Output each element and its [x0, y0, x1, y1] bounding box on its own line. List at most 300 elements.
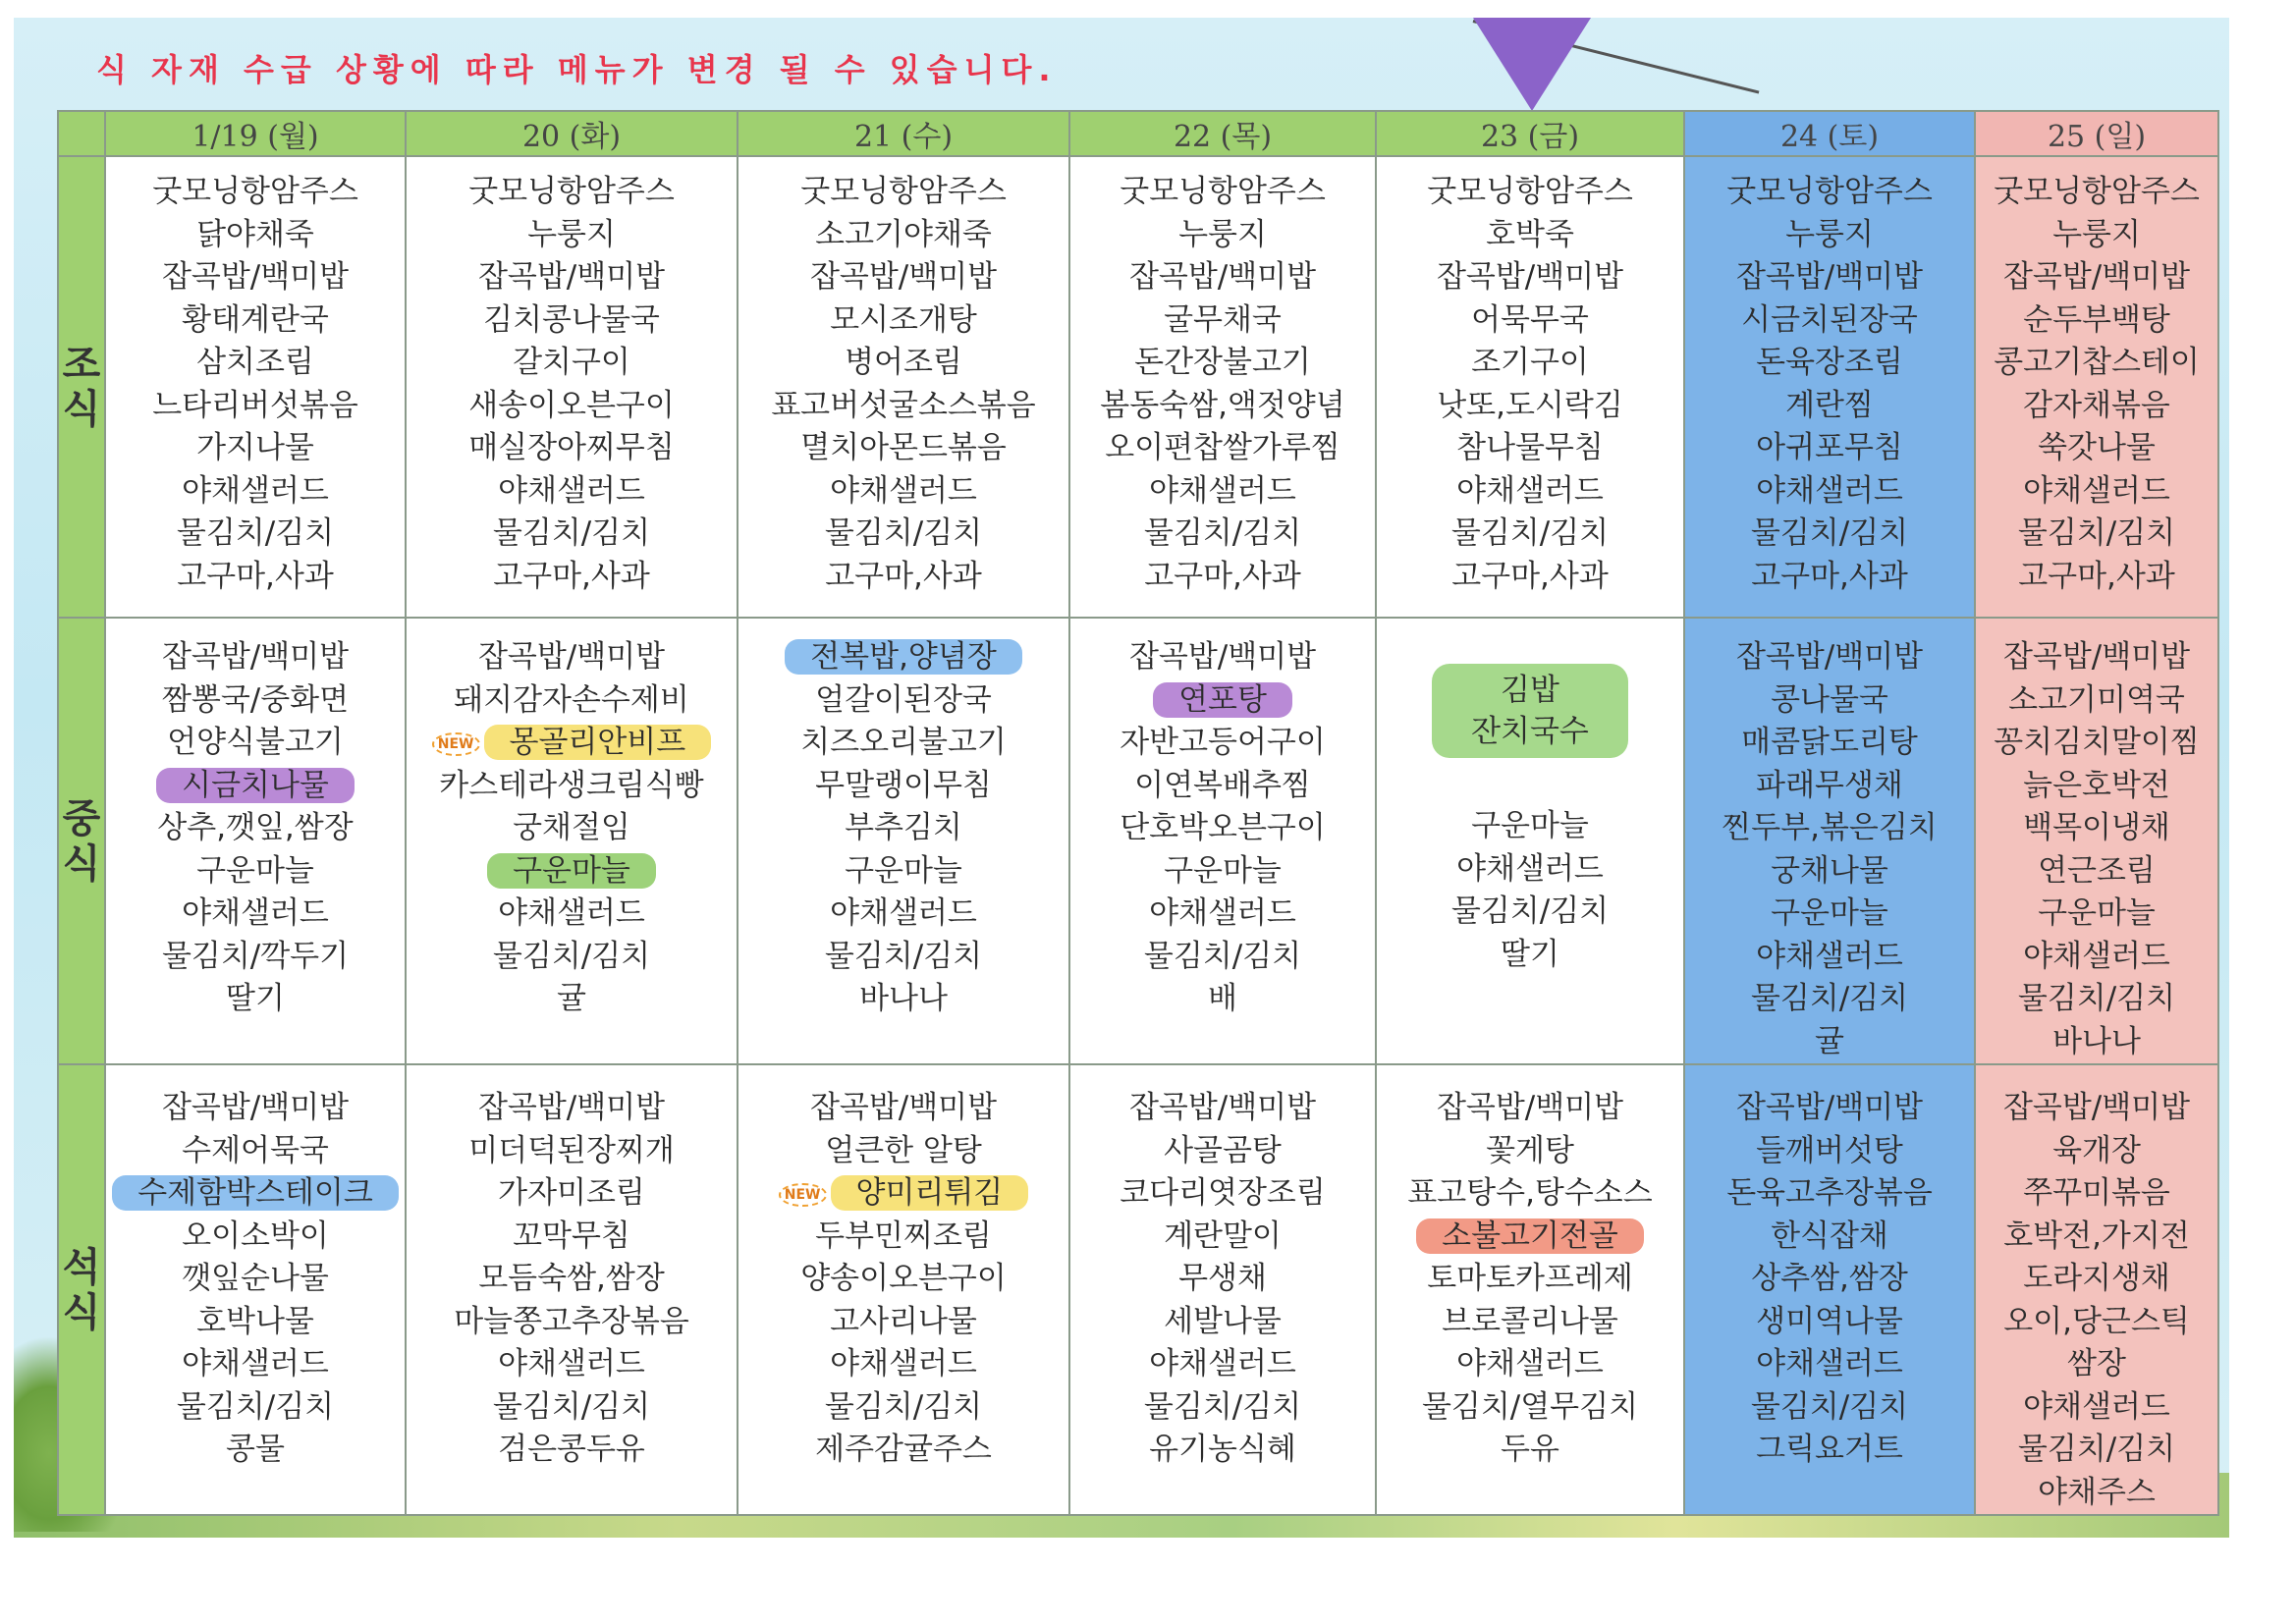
- menu-item-text: 물김치/김치: [1450, 893, 1610, 929]
- menu-item: [407, 936, 737, 979]
- lunch-sun-cell: [1975, 618, 2218, 1064]
- new-badge-icon: NEW: [432, 732, 480, 756]
- breakfast-tue-cell: [406, 156, 738, 618]
- menu-item-text: 잔치국수: [1471, 714, 1589, 749]
- menu-item-text: 야채샐러드: [1756, 472, 1903, 509]
- menu-item-text: 야채샐러드: [830, 1346, 977, 1381]
- menu-item: [738, 1216, 1068, 1259]
- menu-item-text: 어묵무국: [1471, 301, 1589, 338]
- menu-item: [1976, 679, 2217, 723]
- menu-item-text: 감자채볶음: [2023, 387, 2170, 423]
- menu-item: [1685, 214, 1974, 257]
- menu-item-text: 잡곡밥/백미밥: [1128, 259, 1317, 295]
- dinner-thu-cell: [1069, 1064, 1376, 1515]
- menu-item: [738, 214, 1068, 257]
- menu-item: [1976, 385, 2217, 428]
- menu-item: [407, 256, 737, 299]
- menu-item: [1070, 936, 1375, 979]
- menu-item-text: 도라지생채: [2023, 1261, 2170, 1296]
- menu-item-text: 잡곡밥/백미밥: [1735, 259, 1924, 295]
- menu-item-text: 고구마,사과: [493, 558, 650, 594]
- menu-item: [106, 893, 405, 936]
- dinner-tue-cell: [406, 1064, 738, 1515]
- day-header-mon: 1/19 (월): [105, 111, 406, 156]
- menu-item: [106, 978, 405, 1021]
- menu-item-text: 야채주스: [2038, 1474, 2156, 1510]
- menu-item: [1377, 1343, 1683, 1386]
- menu-item: [738, 171, 1068, 214]
- menu-item: [1377, 470, 1683, 514]
- menu-item: [738, 385, 1068, 428]
- breakfast-sun-cell: [1975, 156, 2218, 618]
- menu-item-text: 잡곡밥/백미밥: [809, 259, 998, 295]
- menu-item-list: [1976, 1065, 2217, 1514]
- menu-change-notice: 식 자재 수급 상황에 따라 메뉴가 변경 될 수 있습니다.: [96, 51, 1058, 88]
- menu-item: [106, 385, 405, 428]
- day-header-sun: 25 (일): [1975, 111, 2218, 156]
- menu-item-list: [738, 1065, 1068, 1472]
- menu-item-text: 김치콩나물국: [483, 301, 660, 338]
- menu-item-text: 야채샐러드: [1149, 1346, 1296, 1381]
- menu-item: [106, 1301, 405, 1344]
- menu-item: [1976, 1172, 2217, 1216]
- menu-item: [1685, 1343, 1974, 1386]
- menu-item: [1685, 722, 1974, 765]
- menu-item: [738, 807, 1068, 850]
- menu-item-text: 물김치/김치: [1143, 515, 1302, 551]
- menu-item: [1976, 427, 2217, 470]
- menu-item-text: 야채샐러드: [498, 895, 645, 931]
- menu-item-text: 야채샐러드: [2023, 938, 2170, 974]
- menu-item: [106, 807, 405, 850]
- menu-item-text: 갈치구이: [513, 345, 630, 380]
- menu-item-text: 생미역나물: [1756, 1303, 1903, 1339]
- menu-item-text: 시금치된장국: [1741, 301, 1918, 338]
- menu-item-text: 무말랭이무침: [815, 767, 992, 803]
- menu-item-text: 물김치/김치: [1143, 938, 1302, 974]
- menu-item: [1685, 807, 1974, 850]
- menu-item: [1685, 1087, 1974, 1130]
- menu-item-text: 오이소박이: [182, 1218, 329, 1254]
- menu-item: [1685, 256, 1974, 299]
- menu-item: [407, 807, 737, 850]
- menu-item-text: 물김치/김치: [2017, 1432, 2176, 1467]
- menu-item-text: 닭야채죽: [196, 216, 314, 252]
- menu-item-text: 몽골리안비프: [484, 725, 712, 760]
- menu-item: [1685, 1172, 1974, 1216]
- menu-item-text: 소고기미역국: [2008, 681, 2185, 718]
- menu-item-text: 누룽지: [1178, 216, 1267, 252]
- menu-item-text: 잡곡밥/백미밥: [477, 259, 666, 295]
- menu-item-text: 고구마,사과: [2018, 558, 2175, 594]
- menu-item: [1070, 722, 1375, 765]
- menu-item-text: 찐두부,볶은김치: [1722, 810, 1938, 845]
- menu-item-list: [106, 157, 405, 598]
- menu-item-text: 구운마늘: [1471, 808, 1589, 843]
- menu-item: [1070, 1429, 1375, 1472]
- menu-item-text: 돈육장조림: [1756, 345, 1903, 380]
- menu-item-text: 오이편찹쌀가루찜: [1105, 430, 1340, 465]
- menu-item-text: 검은콩두유: [498, 1432, 645, 1467]
- menu-item: [1976, 513, 2217, 556]
- menu-item-text: 누룽지: [2052, 216, 2141, 252]
- dinner-row: [58, 1064, 2218, 1515]
- menu-item-text: 야채샐러드: [2023, 472, 2170, 509]
- menu-item: [1685, 299, 1974, 343]
- menu-item-text: 잡곡밥/백미밥: [477, 1090, 666, 1125]
- menu-item-text: 잡곡밥/백미밥: [1735, 1090, 1924, 1125]
- menu-item-text: 오이,당근스틱: [2003, 1303, 2190, 1339]
- menu-item-text: 물김치/김치: [176, 1388, 335, 1425]
- menu-item-text: 그릭요거트: [1756, 1432, 1903, 1467]
- menu-item: [106, 1087, 405, 1130]
- menu-item: [1976, 1301, 2217, 1344]
- menu-item: [1976, 1472, 2217, 1515]
- menu-item: [738, 850, 1068, 893]
- menu-item: [1070, 1301, 1375, 1344]
- menu-item: [738, 1130, 1068, 1173]
- menu-item-text: 잡곡밥/백미밥: [477, 639, 666, 675]
- menu-item: [407, 679, 737, 723]
- menu-item-text: 야채샐러드: [1149, 895, 1296, 931]
- menu-item-text: 한식잡채: [1771, 1218, 1888, 1254]
- menu-item: [1685, 1258, 1974, 1301]
- menu-item: [738, 299, 1068, 343]
- menu-item: [106, 214, 405, 257]
- menu-item-text: 소고기야채죽: [815, 216, 992, 252]
- menu-item-text: 유기농식혜: [1149, 1432, 1296, 1467]
- menu-item-text: 야채샐러드: [182, 1346, 329, 1381]
- menu-item-text: 두유: [1501, 1432, 1559, 1467]
- breakfast-row: [58, 156, 2218, 618]
- menu-item: [738, 1343, 1068, 1386]
- menu-item: [1685, 427, 1974, 470]
- dinner-wed-cell: [738, 1064, 1069, 1515]
- menu-item-text: 미더덕된장찌개: [468, 1132, 675, 1168]
- menu-item-text: 돈육고추장볶음: [1726, 1175, 1933, 1211]
- menu-item: [106, 1216, 405, 1259]
- menu-item-text: 사골곰탕: [1164, 1132, 1282, 1168]
- lunch-wed-cell: [738, 618, 1069, 1064]
- menu-item: [1976, 214, 2217, 257]
- breakfast-sat-cell: [1684, 156, 1975, 618]
- menu-item: [1070, 1172, 1375, 1216]
- menu-item: [1685, 1386, 1974, 1430]
- menu-item: [1976, 470, 2217, 514]
- menu-item: [1377, 1258, 1683, 1301]
- menu-item: [1685, 385, 1974, 428]
- menu-item-text: 연포탕: [1153, 682, 1292, 718]
- menu-item: [1685, 1429, 1974, 1472]
- menu-item: [1685, 342, 1974, 385]
- menu-item: [1070, 1343, 1375, 1386]
- menu-item: [407, 214, 737, 257]
- menu-item-text: 늙은호박전: [2023, 767, 2170, 803]
- menu-item-text: 파래무생채: [1756, 767, 1903, 803]
- menu-item-text: 누룽지: [527, 216, 616, 252]
- lunch-mon-cell: [105, 618, 406, 1064]
- menu-item: [738, 1172, 1068, 1216]
- menu-item: [1685, 978, 1974, 1021]
- menu-item: [1377, 1087, 1683, 1130]
- menu-item: [1070, 636, 1375, 679]
- menu-item-text: 구운마늘: [845, 852, 962, 889]
- menu-item-text: 야채샐러드: [1456, 850, 1604, 887]
- menu-item: [738, 427, 1068, 470]
- menu-item-text: 낫또,도시락김: [1437, 387, 1623, 423]
- menu-item-list: [1070, 619, 1375, 1021]
- menu-item: [1976, 1216, 2217, 1259]
- menu-item: [738, 513, 1068, 556]
- menu-item: [1976, 1021, 2217, 1064]
- menu-item-text: 가자미조림: [498, 1175, 645, 1211]
- menu-item: [1976, 936, 2217, 979]
- menu-item: [106, 470, 405, 514]
- menu-item-text: 야채샐러드: [498, 472, 645, 509]
- menu-item: [1070, 299, 1375, 343]
- menu-item-text: 잡곡밥/백미밥: [1436, 1090, 1624, 1125]
- menu-item-text: 물김치/김치: [2017, 515, 2176, 551]
- menu-item: [1976, 636, 2217, 679]
- menu-item-text: 바나나: [859, 981, 948, 1016]
- menu-item: [738, 256, 1068, 299]
- menu-item-text: 매실장아찌무침: [468, 430, 675, 465]
- menu-item-text: 제주감귤주스: [815, 1432, 992, 1467]
- breakfast-wed-cell: [738, 156, 1069, 618]
- menu-item-text: 야채샐러드: [182, 895, 329, 931]
- menu-item-text: 야채샐러드: [830, 472, 977, 509]
- menu-item-text: 딸기: [1501, 936, 1559, 972]
- menu-item: [738, 679, 1068, 723]
- menu-item-text: 물김치/김치: [176, 515, 335, 551]
- menu-item-text: 누룽지: [1785, 216, 1874, 252]
- menu-item: [1685, 679, 1974, 723]
- day-header-thu: 22 (목): [1069, 111, 1376, 156]
- menu-item-text: 멸치아몬드볶음: [800, 430, 1007, 465]
- menu-item-text: 수제어묵국: [182, 1132, 329, 1168]
- menu-item: [738, 1429, 1068, 1472]
- menu-item: [407, 978, 737, 1021]
- menu-item: [1070, 1386, 1375, 1430]
- menu-item: [1070, 342, 1375, 385]
- weekly-menu-table: [57, 110, 2219, 1516]
- menu-item-text: 물김치/열무김치: [1421, 1388, 1639, 1425]
- menu-item-text: 브로콜리나물: [1442, 1303, 1618, 1339]
- menu-item: [1070, 256, 1375, 299]
- menu-item-text: 배: [1208, 981, 1237, 1016]
- menu-item-list: [1685, 1065, 1974, 1472]
- menu-item: [1685, 1130, 1974, 1173]
- menu-item: [1070, 385, 1375, 428]
- menu-item-text: 물김치/김치: [2017, 981, 2176, 1016]
- breakfast-thu-cell: [1069, 156, 1376, 618]
- menu-item-text: 언양식불고기: [167, 725, 344, 760]
- menu-item: [1976, 978, 2217, 1021]
- lunch-fri-cell: [1376, 618, 1684, 1064]
- menu-item-list: [407, 619, 737, 1021]
- menu-item-text: 딸기: [226, 981, 285, 1016]
- breakfast-fri-cell: [1376, 156, 1684, 618]
- menu-item-text: 야채샐러드: [830, 895, 977, 931]
- menu-item: [1070, 765, 1375, 808]
- dinner-label: 석 식: [58, 1064, 105, 1515]
- menu-item-text: 치즈오리불고기: [800, 725, 1007, 760]
- menu-item: [1976, 1386, 2217, 1430]
- dinner-sat-cell: [1684, 1064, 1975, 1515]
- menu-item-text: 야채샐러드: [1756, 1346, 1903, 1381]
- menu-item: [1377, 1386, 1683, 1430]
- menu-item-text: 귤: [1815, 1023, 1844, 1059]
- menu-item-text: 부추김치: [845, 810, 962, 845]
- menu-item: [1976, 1130, 2217, 1173]
- menu-item-text: 물김치/김치: [492, 515, 651, 551]
- menu-item-text: 얼갈이된장국: [815, 681, 992, 718]
- menu-item: [738, 1301, 1068, 1344]
- menu-item-text: 모시조개탕: [830, 301, 977, 338]
- menu-item-text: 물김치/김치: [1750, 981, 1909, 1016]
- lunch-row: [58, 618, 2218, 1064]
- menu-item: [1377, 1172, 1683, 1216]
- menu-item: [1070, 470, 1375, 514]
- menu-item: [1976, 299, 2217, 343]
- dinner-sun-cell: [1975, 1064, 2218, 1515]
- menu-item: [1070, 214, 1375, 257]
- menu-item-text: 매콤닭도리탕: [1741, 725, 1918, 760]
- menu-item-text: 잡곡밥/백미밥: [809, 1090, 998, 1125]
- menu-item: [1976, 256, 2217, 299]
- menu-item: [1685, 1021, 1974, 1064]
- menu-item-text: 아귀포무침: [1756, 430, 1903, 465]
- menu-item-text: 쑥갓나물: [2038, 430, 2156, 465]
- menu-item-text: 토마토카프레제: [1427, 1261, 1633, 1296]
- menu-item-text: 쭈꾸미볶음: [2023, 1175, 2170, 1211]
- menu-item-text: 꽁치김치말이찜: [1994, 725, 2200, 760]
- menu-item-text: 황태계란국: [182, 301, 329, 338]
- day-header-sat: 24 (토): [1684, 111, 1975, 156]
- menu-item: [407, 765, 737, 808]
- menu-item: [1976, 1087, 2217, 1130]
- menu-item: [407, 722, 737, 765]
- menu-item: [1377, 256, 1683, 299]
- menu-item: [1377, 427, 1683, 470]
- menu-item: [1377, 385, 1683, 428]
- menu-item: [407, 1172, 737, 1216]
- menu-item: [106, 342, 405, 385]
- menu-item-text: 물김치/김치: [1750, 515, 1909, 551]
- menu-item: [1685, 765, 1974, 808]
- menu-item: [1070, 893, 1375, 936]
- corner-cell: [58, 111, 105, 156]
- menu-item-list: [106, 619, 405, 1021]
- menu-item: [738, 342, 1068, 385]
- menu-item-text: 소불고기전골: [1416, 1218, 1644, 1254]
- menu-item-text: 조기구이: [1471, 345, 1589, 380]
- menu-item: [1377, 556, 1683, 599]
- menu-item-text: 잡곡밥/백미밥: [2002, 259, 2191, 295]
- menu-item: [1377, 171, 1683, 214]
- menu-item-list: [1377, 157, 1683, 598]
- menu-item-text: 두부민찌조림: [815, 1218, 992, 1254]
- menu-item-text: 궁채절임: [513, 810, 630, 845]
- menu-item-text: 가지나물: [196, 430, 314, 465]
- menu-item-list: [407, 1065, 737, 1472]
- menu-item: [1070, 807, 1375, 850]
- menu-item: [1377, 1301, 1683, 1344]
- menu-item-text: 물김치/김치: [492, 1388, 651, 1425]
- menu-item-text: 굿모닝항암주스: [1427, 174, 1633, 209]
- menu-item: [1976, 893, 2217, 936]
- menu-item-text: 육개장: [2052, 1132, 2141, 1168]
- menu-item-text: 참나물무침: [1456, 430, 1604, 465]
- menu-item-text: 야채샐러드: [498, 1346, 645, 1381]
- menu-item-text: 호박나물: [196, 1303, 314, 1339]
- menu-item-text: 들깨버섯탕: [1756, 1132, 1903, 1168]
- menu-item-text: 코다리엿장조림: [1120, 1175, 1326, 1211]
- menu-item: [1070, 978, 1375, 1021]
- menu-item: [407, 1386, 737, 1430]
- menu-item: [1685, 171, 1974, 214]
- menu-item-list: [1070, 1065, 1375, 1472]
- menu-item-text: 구운마늘: [2038, 895, 2156, 931]
- menu-item-text: 구운마늘: [1771, 895, 1888, 931]
- menu-item-text: 물김치/김치: [1143, 1388, 1302, 1425]
- menu-item: [1377, 848, 1683, 892]
- menu-item: [1685, 513, 1974, 556]
- menu-item: [407, 1429, 737, 1472]
- menu-item-text: 꽃게탕: [1486, 1132, 1574, 1168]
- menu-item-text: 물김치/김치: [492, 938, 651, 974]
- menu-item: [1976, 850, 2217, 893]
- menu-item-text: 잡곡밥/백미밥: [161, 259, 350, 295]
- menu-item: [738, 470, 1068, 514]
- menu-item: [106, 1258, 405, 1301]
- menu-item-text: 연근조림: [2038, 852, 2156, 889]
- day-header-fri: 23 (금): [1376, 111, 1684, 156]
- menu-item: [407, 1130, 737, 1173]
- menu-item: [738, 556, 1068, 599]
- menu-item-text: 야채샐러드: [1756, 938, 1903, 974]
- menu-item-text: 굿모닝항암주스: [152, 174, 358, 209]
- menu-item: [738, 1258, 1068, 1301]
- new-badge-icon: NEW: [779, 1183, 827, 1207]
- menu-item-text: 야채샐러드: [1149, 472, 1296, 509]
- menu-item: [1070, 171, 1375, 214]
- day-header-tue: 20 (화): [406, 111, 738, 156]
- menu-item-text: 상추쌈,쌈장: [1751, 1261, 1908, 1296]
- menu-item: [1070, 1130, 1375, 1173]
- menu-item: [738, 936, 1068, 979]
- menu-item-text: 잡곡밥/백미밥: [2002, 639, 2191, 675]
- dinner-fri-cell: [1376, 1064, 1684, 1515]
- menu-item-text: 물김치/김치: [824, 938, 983, 974]
- menu-item-text: 굿모닝항암주스: [800, 174, 1007, 209]
- dinner-mon-cell: [105, 1064, 406, 1515]
- menu-item-text: 잡곡밥/백미밥: [1436, 259, 1624, 295]
- menu-item-text: 이연복배추찜: [1134, 767, 1311, 803]
- menu-item-text: 깻잎순나물: [182, 1261, 329, 1296]
- day-header-wed: 21 (수): [738, 111, 1069, 156]
- menu-item-text: 느타리버섯볶음: [152, 387, 358, 423]
- menu-item: [1976, 1258, 2217, 1301]
- menu-item-text: 호박죽: [1486, 216, 1574, 252]
- menu-item: [1070, 1258, 1375, 1301]
- menu-item: [1070, 427, 1375, 470]
- menu-item-text: 바나나: [2052, 1023, 2141, 1059]
- menu-item: [106, 256, 405, 299]
- menu-item: [1685, 1216, 1974, 1259]
- menu-item: [106, 679, 405, 723]
- menu-item-list: [1976, 619, 2217, 1063]
